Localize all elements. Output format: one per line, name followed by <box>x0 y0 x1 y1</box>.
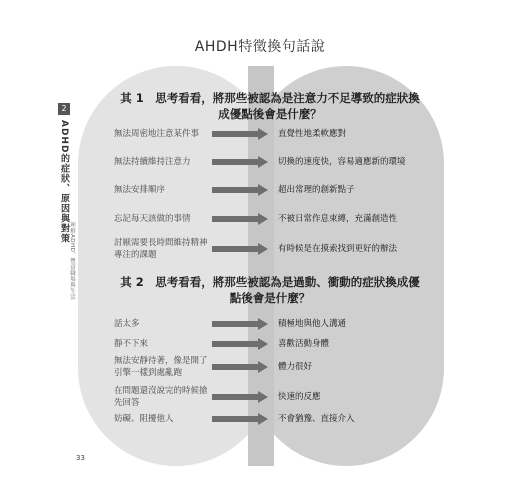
right-arrow-icon <box>212 414 268 424</box>
strength-text: 體力很好 <box>278 362 313 372</box>
strength-text: 快速的反應 <box>278 392 321 402</box>
section1-question: 其 1 思考看看，將那些被認為是注意力不足導致的症狀換成優點後會是什麼？ <box>120 91 420 121</box>
strength-text: 積極地與他人溝通 <box>278 319 347 329</box>
strength-text: 不會猶豫、直接介入 <box>278 414 355 424</box>
section1-row <box>0 204 520 234</box>
strength-text: 直覺性地柔軟應對 <box>278 129 347 139</box>
strength-text: 不被日常作息束縛，充滿創造性 <box>278 214 398 224</box>
chapter-subtitle: 理解ADHD，豐富職場與生活 <box>69 222 75 301</box>
right-arrow-icon <box>212 185 268 195</box>
symptom-text: 話太多 <box>114 319 140 329</box>
right-arrow-icon <box>212 362 268 372</box>
symptom-text: 無法持續維持注意力 <box>114 157 191 167</box>
section1-row <box>0 175 520 205</box>
symptom-text: 討厭需要長時間維持精神專注的課題 <box>114 238 208 260</box>
right-arrow-icon <box>212 157 268 167</box>
page-title: AHDH特徵換句話說 <box>194 39 326 55</box>
section1-row <box>0 147 520 177</box>
right-arrow-icon <box>212 129 268 139</box>
symptom-text: 無法安靜待著，像是開了引擎一樣到處亂跑 <box>114 356 208 378</box>
symptom-text: 在問題還沒說完的時候搶先回答 <box>114 386 208 408</box>
section2-row <box>0 404 520 434</box>
section2-row <box>0 352 520 382</box>
right-arrow-icon <box>212 244 268 254</box>
chapter-title: ADHD的症狀、原因與對策 <box>59 120 69 244</box>
symptom-text: 無法周密地注意某件事 <box>114 129 200 139</box>
symptom-text: 無法安排順序 <box>114 185 166 195</box>
page-number: 33 <box>76 454 85 462</box>
section1-row <box>0 119 520 149</box>
right-arrow-icon <box>212 214 268 224</box>
section1-row <box>0 234 520 264</box>
section2-question: 其 2 思考看看，將那些被認為是過動、衝動的症狀換成優點後會是什麼？ <box>120 275 420 305</box>
symptom-text: 靜不下來 <box>114 339 149 349</box>
right-arrow-icon <box>212 319 268 329</box>
symptom-text: 忘記每天該做的事情 <box>114 214 191 224</box>
right-arrow-icon <box>212 339 268 349</box>
chapter-number: 2 <box>58 103 70 115</box>
symptom-text: 妨礙、阻擾他人 <box>114 414 174 424</box>
right-arrow-icon <box>212 392 268 402</box>
strength-text: 超出常理的創新點子 <box>278 185 355 195</box>
strength-text: 切換的速度快，容易適應新的環境 <box>278 157 406 167</box>
strength-text: 有時候是在摸索找到更好的辦法 <box>278 244 398 254</box>
strength-text: 喜歡活動身體 <box>278 339 330 349</box>
